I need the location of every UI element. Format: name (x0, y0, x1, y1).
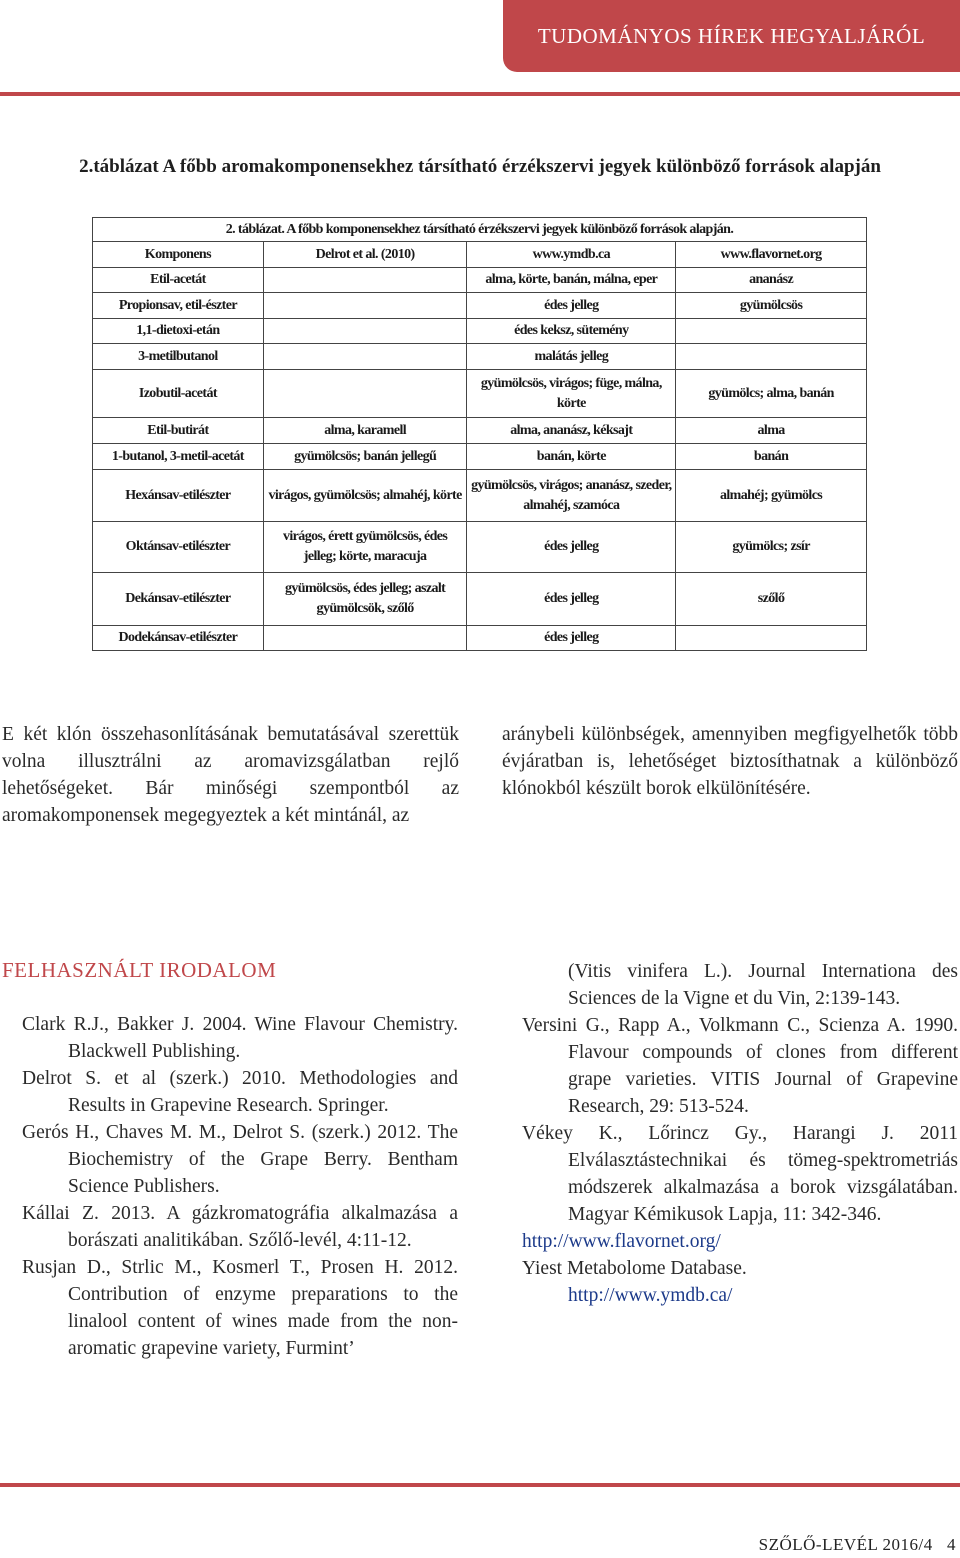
table-header-ymdb: www.ymdb.ca (467, 242, 676, 268)
reference-item: Clark R.J., Bakker J. 2004. Wine Flavour Chemistry. Blackwell Publishing. (22, 1014, 458, 1062)
table-cell (263, 268, 467, 293)
table-cell: Dodekánsav-etilészter (93, 626, 264, 651)
references-left-column (22, 1011, 458, 1362)
table-cell: alma (676, 418, 867, 444)
table-cell: édes jelleg (467, 626, 676, 651)
table-cell (263, 626, 467, 651)
table-cell: Etil-acetát (93, 268, 264, 293)
table-cell: édes jelleg (467, 522, 676, 573)
table-cell: Izobutil-acetát (93, 370, 264, 418)
table-cell: alma, karamell (263, 418, 467, 444)
ymdb-link[interactable]: http://www.ymdb.ca/ (568, 1285, 733, 1306)
table-cell: alma, ananász, kéksajt (467, 418, 676, 444)
table-cell (676, 344, 867, 370)
table-cell: Oktánsav-etilészter (93, 522, 264, 573)
table-cell (676, 626, 867, 651)
table-cell (263, 319, 467, 344)
footer-rule (0, 1483, 960, 1487)
reference-item: Versini G., Rapp A., Volkmann C., Scienza A. 1990. Flavour compounds of clones from different grape varieties. VITIS Journal of Grapevine Research, 29: 513-524. (522, 1015, 958, 1117)
table-row (93, 470, 867, 522)
body-text-left: E két klón összehasonlításának bemutatásával szerettük volna illusztrálni az aromavizsgálatban rejlő lehetőségeket. Bár minőségi szempontból az aromakomponensek megegyeztek a két mintánál, az (2, 724, 459, 826)
table-cell: virágos, érett gyümölcsös, édes jelleg; körte, maracuja (263, 522, 467, 573)
table-row (93, 444, 867, 470)
table-cell: gyümölcs; alma, banán (676, 370, 867, 418)
table-row (93, 268, 867, 293)
reference-item: Rusjan D., Strlic M., Kosmerl T., Prosen H. 2012. Contribution of enzyme preparations to the linalool content of wines made from the non-aromatic grapevine variety, Furmint’ (22, 1257, 458, 1359)
table-cell: virágos, gyümölcsös; almahéj, körte (263, 470, 467, 522)
page-number: 4 (947, 1535, 956, 1554)
references-title: FELHASZNÁLT IRODALOM (2, 958, 277, 982)
header-title-tab (503, 0, 960, 72)
table-row (93, 344, 867, 370)
table-cell: édes keksz, sütemény (467, 319, 676, 344)
reference-continuation: (Vitis vinifera L.). Journal Internationa des Sciences de la Vigne et du Vin, 2:139-143. (568, 961, 958, 1009)
table-header-component: Komponens (93, 242, 264, 268)
table-cell: 3-metilbutanol (93, 344, 264, 370)
table-row (93, 319, 867, 344)
table-cell: Etil-butirát (93, 418, 264, 444)
aroma-table (92, 217, 867, 651)
table-row (93, 418, 867, 444)
reference-item: Delrot S. et al (szerk.) 2010. Methodologies and Results in Grapevine Research. Springer. (22, 1068, 458, 1116)
table-inner-title: 2. táblázat. A főbb komponensekhez társítható érzékszervi jegyek különböző források alapján. (93, 218, 867, 242)
table-cell (263, 344, 467, 370)
table-cell: gyümölcsös, virágos; füge, málna, körte (467, 370, 676, 418)
table-row (93, 370, 867, 418)
table-cell: almahéj; gyümölcs (676, 470, 867, 522)
body-text-right: aránybeli különbségek, amennyiben megfigyelhetők több évjáratban is, lehetőséget biztosíthatnak a különböző klónokból készült borok elkülönítésére. (502, 724, 958, 799)
table-cell (676, 319, 867, 344)
table-cell: édes jelleg (467, 293, 676, 319)
table-cell: édes jelleg (467, 573, 676, 626)
reference-item: Gerós H., Chaves M. M., Delrot S. (szerk.) 2012. The Biochemistry of the Grape Berry. Bentham Science Publishers. (22, 1122, 458, 1197)
table-row (93, 293, 867, 319)
table-cell: 1,1-dietoxi-etán (93, 319, 264, 344)
table-cell: gyümölcsös, édes jelleg; aszalt gyümölcsök, szőlő (263, 573, 467, 626)
table-cell: Propionsav, etil-észter (93, 293, 264, 319)
table-cell: banán (676, 444, 867, 470)
aroma-table-image (92, 217, 867, 650)
table-caption: 2.táblázat A főbb aromakomponensekhez társítható érzékszervi jegyek különböző források alapján (79, 156, 881, 177)
table-cell: ananász (676, 268, 867, 293)
ymdb-label: Yiest Metabolome Database. (522, 1258, 747, 1279)
references-right-column (522, 958, 958, 1309)
table-cell: 1-butanol, 3-metil-acetát (93, 444, 264, 470)
table-cell (263, 370, 467, 418)
reference-item: Kállai Z. 2013. A gázkromatográfia alkalmazása a borászati analitikában. Szőlő-levél, 4:11-12. (22, 1203, 458, 1251)
table-cell: gyümölcsös (676, 293, 867, 319)
footer (759, 1535, 956, 1555)
flavornet-link[interactable]: http://www.flavornet.org/ (522, 1231, 721, 1252)
header-title: TUDOMÁNYOS HÍREK HEGYALJÁRÓL (537, 23, 926, 48)
table-row (93, 626, 867, 651)
table-cell: gyümölcsös; banán jellegű (263, 444, 467, 470)
table-cell: szőlő (676, 573, 867, 626)
table-header-delrot: Delrot et al. (2010) (263, 242, 467, 268)
table-cell: malátás jelleg (467, 344, 676, 370)
table-cell: gyümölcs; zsír (676, 522, 867, 573)
table-row (93, 522, 867, 573)
table-header-flavornet: www.flavornet.org (676, 242, 867, 268)
footer-label: SZŐLŐ-LEVÉL 2016/4 (758, 1535, 933, 1554)
header-rule (0, 92, 960, 96)
table-cell: gyümölcsös, virágos; ananász, szeder, almahéj, szamóca (467, 470, 676, 522)
table-cell (263, 293, 467, 319)
table-row (93, 573, 867, 626)
reference-item: Vékey K., Lőrincz Gy., Harangi J. 2011 Elválasztástechnikai és tömeg-spektrometriás módszerek alkalmazása a borok vizsgálatában. Magyar Kémikusok Lapja, 11: 342-346. (522, 1123, 958, 1225)
table-cell: banán, körte (467, 444, 676, 470)
table-cell: Hexánsav-etilészter (93, 470, 264, 522)
table-cell: alma, körte, banán, málna, eper (467, 268, 676, 293)
table-cell: Dekánsav-etilészter (93, 573, 264, 626)
